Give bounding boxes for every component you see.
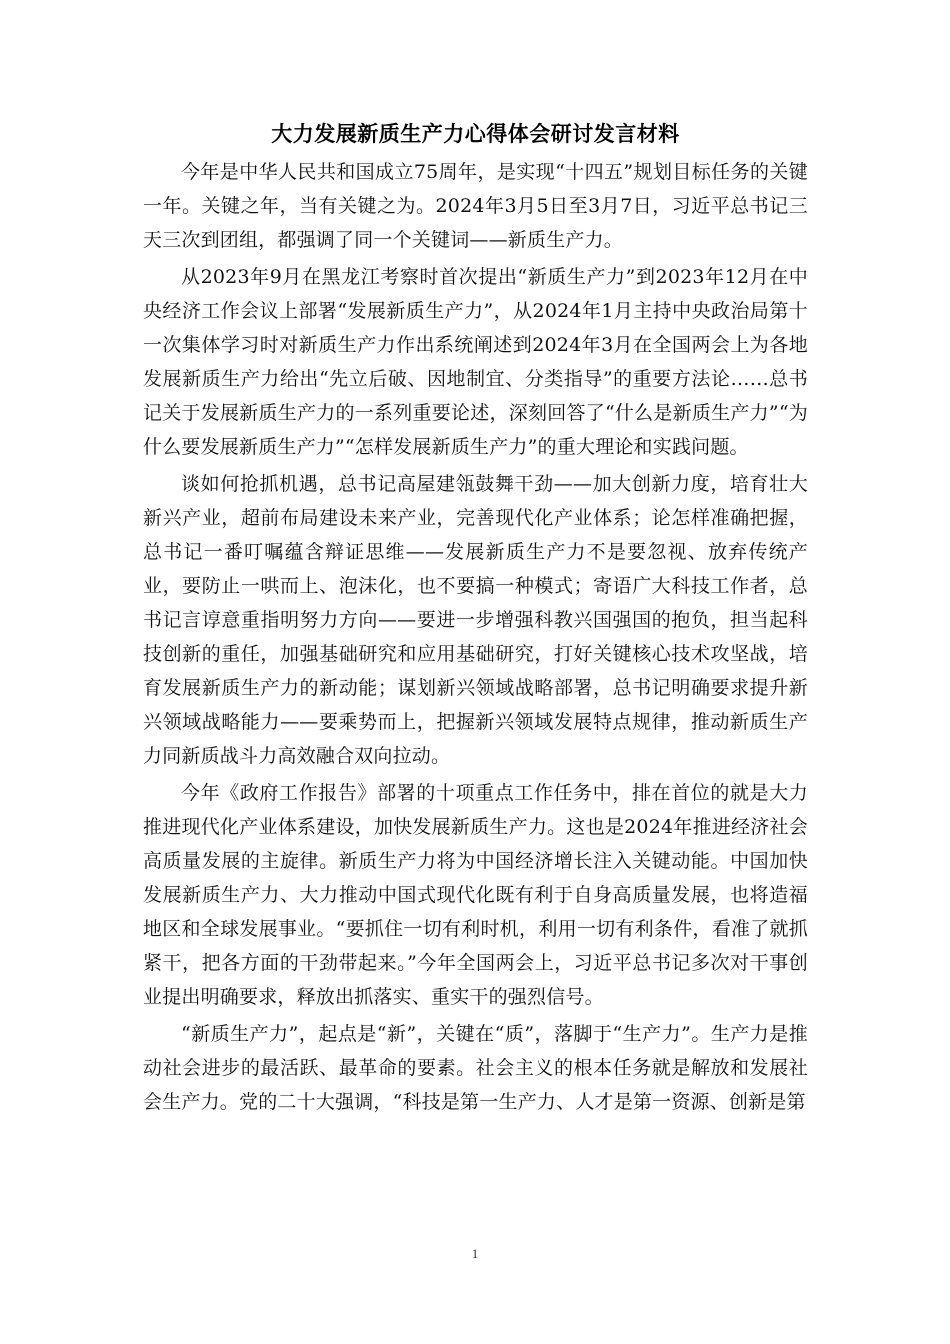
- page-number: 1: [471, 1246, 479, 1261]
- paragraph-5: “新质生产力”，起点是“新”，关键在“质”，落脚于“生产力”。生产力是推动社会进步的最活跃、最革命的要素。社会主义的根本任务就是解放和发展社会生产力。党的二十大强调，“科技是第一生产力、人才是第一资源、创新是第: [143, 1023, 808, 1113]
- paragraph-4: 今年《政府工作报告》部署的十项重点工作任务中，排在首位的就是大力推进现代化产业体系建设，加快发展新质生产力。这也是2024年推进经济社会高质量发展的主旋律。新质生产力将为中国经济增长注入关键动能。中国加快发展新质生产力、大力推动中国式现代化既有利于自身高质量发展，也将造福地区和全球发展事业。“要抓住一切有利时机，利用一切有利条件，看准了就抓紧干，把各方面的干劲带起来。”今年全国两会上，习近平总书记多次对干事创业提出明确要求，释放出抓落实、重实干的强烈信号。: [143, 782, 808, 1008]
- paragraph-1: 今年是中华人民共和国成立75周年，是实现“十四五”规划目标任务的关键一年。关键之年，当有关键之为。2024年3月5日至3月7日，习近平总书记三天三次到团组，都强调了同一个关键词——新质生产力。: [143, 161, 808, 251]
- document-title: 大力发展新质生产力心得体会研讨发言材料: [271, 122, 680, 146]
- document-body: [143, 113, 808, 1119]
- paragraph-3: 谈如何抢抓机遇，总书记高屋建瓴鼓舞干劲——加大创新力度，培育壮大新兴产业，超前布局建设未来产业，完善现代化产业体系；论怎样准确把握，总书记一番叮嘱蕴含辩证思维——发展新质生产力不是要忽视、放弃传统产业，要防止一哄而上、泡沫化，也不要搞一种模式；寄语广大科技工作者，总书记言谆意重指明努力方向——要进一步增强科教兴国强国的抱负，担当起科技创新的重任，加强基础研究和应用基础研究，打好关键核心技术攻坚战，培育发展新质生产力的新动能；谋划新兴领域战略部署，总书记明确要求提升新兴领域战略能力——要乘势而上，把握新兴领域发展特点规律，推动新质生产力同新质战斗力高效融合双向拉动。: [143, 473, 808, 767]
- paragraph-2: 从2023年9月在黑龙江考察时首次提出“新质生产力”到2023年12月在中央经济工作会议上部署“发展新质生产力”，从2024年1月主持中央政治局第十一次集体学习时对新质生产力作出系统阐述到2024年3月在全国两会上为各地发展新质生产力给出“先立后破、因地制宜、分类指导”的重要方法论……总书记关于发展新质生产力的一系列重要论述，深刻回答了“什么是新质生产力”“为什么要发展新质生产力”“怎样发展新质生产力”的重大理论和实践问题。: [143, 266, 808, 458]
